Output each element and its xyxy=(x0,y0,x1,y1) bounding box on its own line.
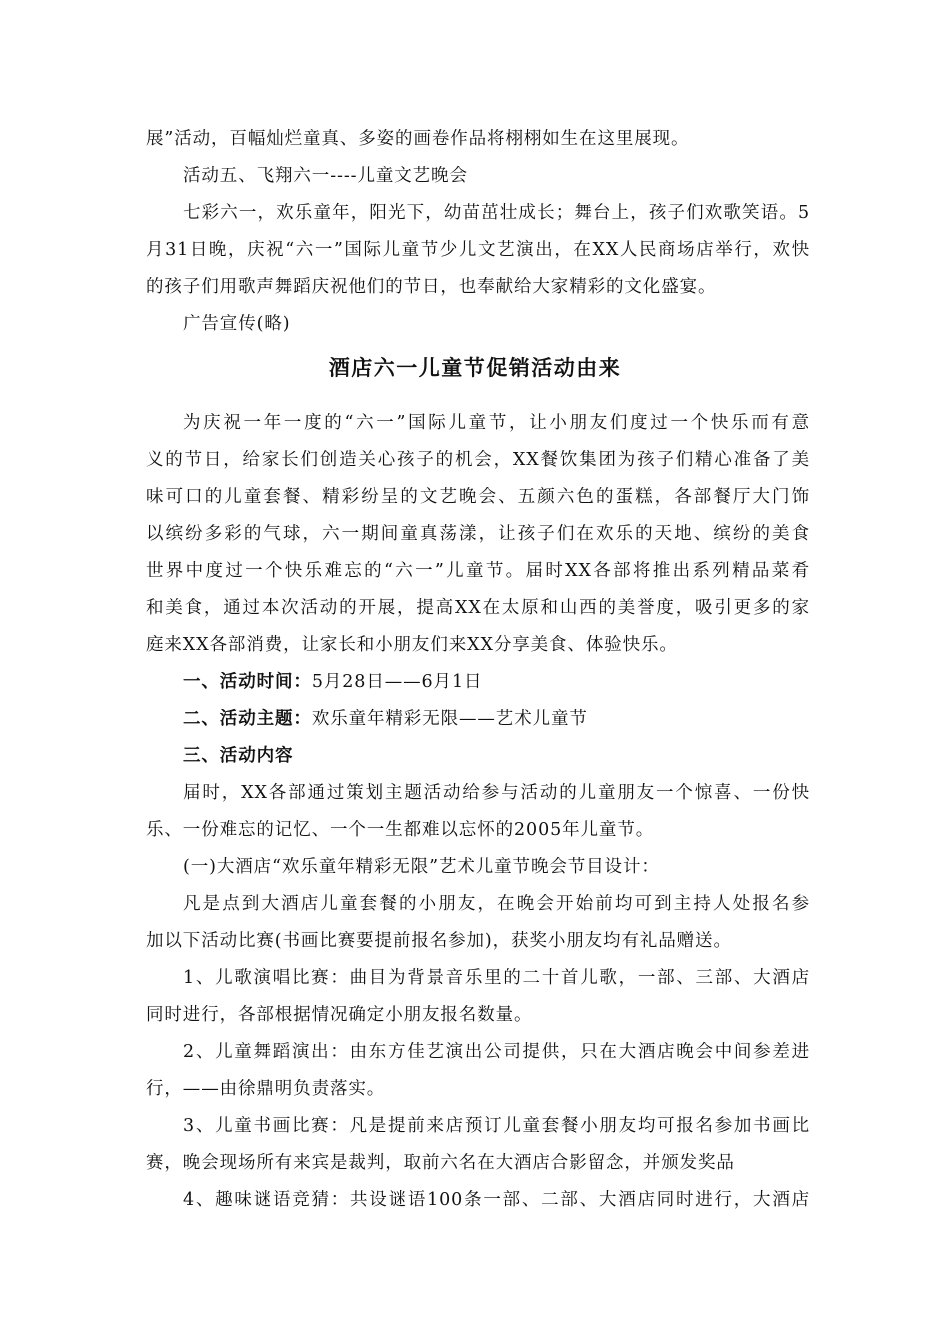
list-item-line: 2、儿童舞蹈演出：由东方佳艺演出公司提供，只在大酒店晚会中间参差进 xyxy=(183,1042,810,1062)
list-item-line: 行，——由徐鼎明负责落实。 xyxy=(146,1079,386,1099)
content-paragraph-line: 乐、一份难忘的记忆、一个一生都难以忘怀的2005年儿童节。 xyxy=(146,820,655,840)
list-item-line: 3、儿童书画比赛：凡是提前来店预订儿童套餐小朋友均可报名参加书画比 xyxy=(183,1116,810,1136)
body-paragraph-line: 以缤纷多彩的气球，六一期间童真荡漾，让孩子们在欢乐的天地、缤纷的美食 xyxy=(146,524,810,544)
section-title: 酒店六一儿童节促销活动由来 xyxy=(328,355,622,380)
activity-theme-label: 二、活动主题： xyxy=(183,709,312,729)
activity-theme xyxy=(183,707,810,731)
activity5-body-line: 七彩六一，欢乐童年，阳光下，幼苗茁壮成长；舞台上，孩子们欢歌笑语。5 xyxy=(183,203,810,223)
content-paragraph-line: 加以下活动比赛(书画比赛要提前报名参加)，获奖小朋友均有礼品赠送。 xyxy=(146,931,732,951)
activity-content-heading: 三、活动内容 xyxy=(183,746,294,766)
list-item-line: 同时进行，各部根据情况确定小朋友报名数量。 xyxy=(146,1005,533,1025)
activity5-body-line: 月31日晚，庆祝“六一”国际儿童节少儿文艺演出，在XX人民商场店举行，欢快 xyxy=(146,240,810,260)
activity5-body-line: 的孩子们用歌声舞蹈庆祝他们的节日，也奉献给大家精彩的文化盛宴。 xyxy=(146,277,717,297)
activity-time xyxy=(183,670,810,694)
subsection-heading: (一)大酒店“欢乐童年精彩无限”艺术儿童节晚会节目设计： xyxy=(183,857,660,877)
activity-time-value: 5月28日——6月1日 xyxy=(311,672,483,692)
activity-theme-value: 欢乐童年精彩无限——艺术儿童节 xyxy=(311,709,588,729)
content-paragraph-line: 届时，XX各部通过策划主题活动给参与活动的儿童朋友一个惊喜、一份快 xyxy=(183,783,810,803)
activity-time-label: 一、活动时间： xyxy=(183,672,312,692)
body-paragraph-line: 和美食，通过本次活动的开展，提高XX在太原和山西的美誉度，吸引更多的家 xyxy=(146,598,810,618)
body-paragraph-line: 义的节日，给家长们创造关心孩子的机会，XX餐饮集团为孩子们精心准备了美 xyxy=(146,450,810,470)
list-item-line: 赛，晚会现场所有来宾是裁判，取前六名在大酒店合影留念，并颁发奖品 xyxy=(146,1153,735,1173)
content-paragraph-line: 凡是点到大酒店儿童套餐的小朋友，在晚会开始前均可到主持人处报名参 xyxy=(183,894,810,914)
body-paragraph-line: 为庆祝一年一度的“六一”国际儿童节，让小朋友们度过一个快乐而有意 xyxy=(183,413,810,433)
intro-line: 展”活动，百幅灿烂童真、多姿的画卷作品将栩栩如生在这里展现。 xyxy=(146,129,690,149)
body-paragraph-line: 世界中度过一个快乐难忘的“六一”儿童节。届时XX各部将推出系列精品菜肴 xyxy=(146,561,810,581)
list-item-line: 1、儿歌演唱比赛：曲目为背景音乐里的二十首儿歌，一部、三部、大酒店 xyxy=(183,968,810,988)
ad-note: 广告宣传(略) xyxy=(183,314,291,334)
body-paragraph-line: 味可口的儿童套餐、精彩纷呈的文艺晚会、五颜六色的蛋糕，各部餐厅大门饰 xyxy=(146,487,810,507)
activity5-title: 活动五、飞翔六一----儿童文艺晚会 xyxy=(183,166,468,186)
body-paragraph-line: 庭来XX各部消费，让家长和小朋友们来XX分享美食、体验快乐。 xyxy=(146,635,678,655)
list-item-line: 4、趣味谜语竞猜：共设谜语100条一部、二部、大酒店同时进行，大酒店 xyxy=(183,1190,810,1210)
